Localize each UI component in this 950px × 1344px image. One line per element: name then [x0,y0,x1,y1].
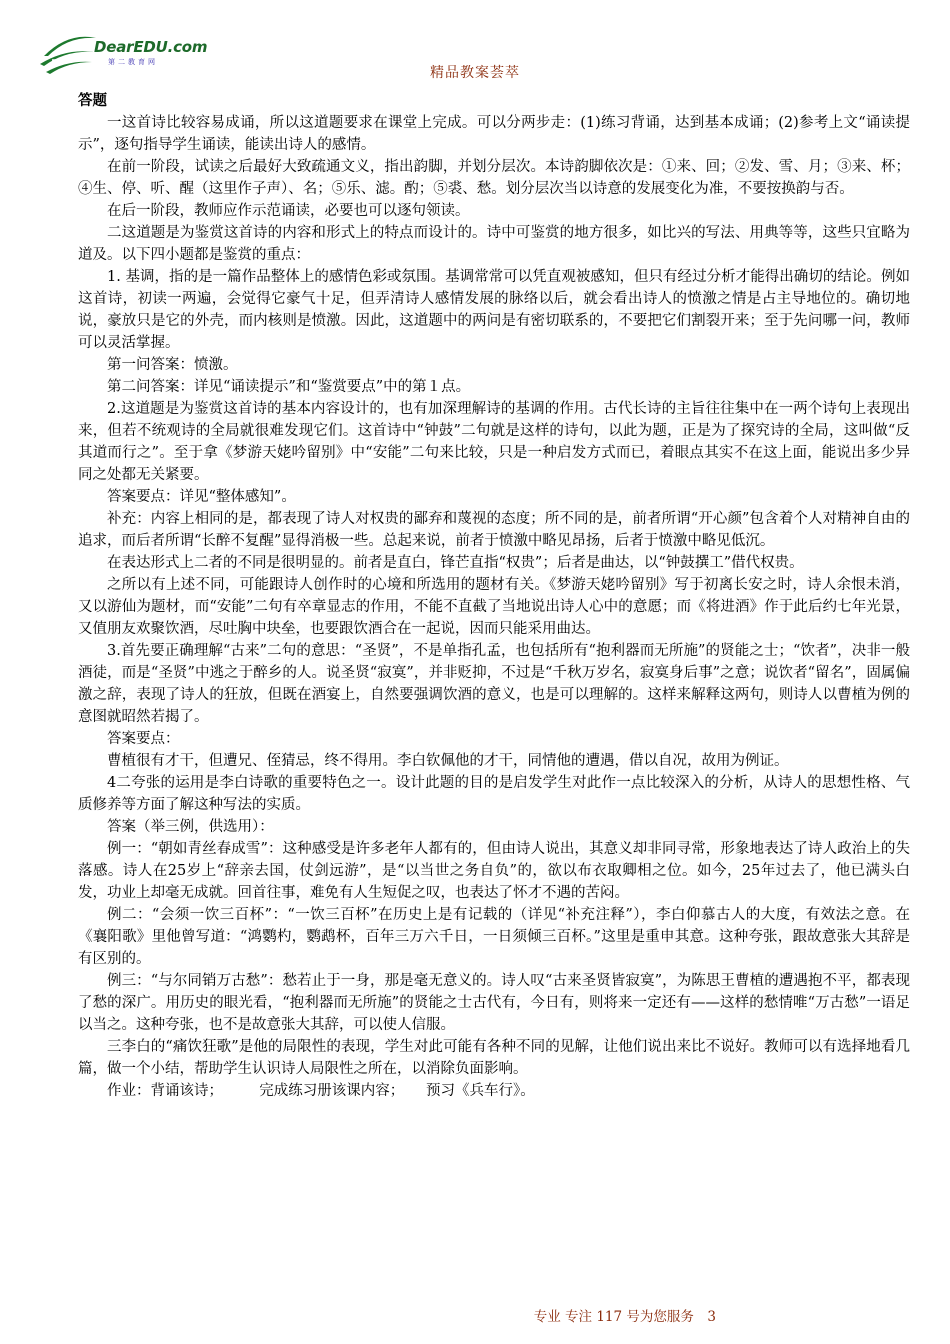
paragraph: 曹植很有才干，但遭兄、侄猜忌，终不得用。李白钦佩他的才干，同情他的遭遇，借以自况，故用为例证。 [107,753,789,769]
paragraph: 第一问答案：愤激。 [107,357,238,373]
paragraph: 例一：“朝如青丝春成雪”：这种感受是许多老年人都有的，但由诗人说出，其意义却非同寻常，形象地表达了诗人政治上的失落感。诗人在25岁上“辞亲去国，仗剑远游”，是“以当世之务自负”的，欲以布衣取卿相之位。如今，25年过去了，他已满头白发，功业上却毫无成就。回首往事，难免有人生短促之叹，也表达了怀才不遇的苦闷。 [78,841,910,901]
paragraph: 之所以有上述不同，可能跟诗人创作时的心境和所选用的题材有关。《梦游天姥吟留别》写于初离长安之时，诗人余恨未消，又以游仙为题材，而“安能”二句有卒章显志的作用，不能不直截了当地说出诗人心中的意愿；而《将进酒》作于此后约七年光景，又值朋友欢聚饮酒，尽吐胸中块垒，也要跟饮酒合在一起说，因而只能采用曲达。 [78,577,910,637]
paragraph: 2.这道题是为鉴赏这首诗的基本内容设计的，也有加深理解诗的基调的作用。古代长诗的主旨往往集中在一两个诗句上表现出来，但若不统观诗的全局就很难发现它们。这首诗中“钟鼓”二句就是这样的诗句，以此为题，正是为了探究诗的全局，这叫做“反其道而行之”。至于拿《梦游天姥吟留别》中“安能”二句来比较，只是一种启发方式而已，着眼点其实不在这上面，能说出多少异同之处都无关紧要。 [78,401,910,483]
paragraph: 第二问答案：详见“诵读提示”和“鉴赏要点”中的第１点。 [107,379,471,395]
logo-tagline: 第二教育网 [108,58,158,66]
paragraph: 补充：内容上相同的是，都表现了诗人对权贵的鄙弃和蔑视的态度；所不同的是，前者所谓“开心颜”包含着个人对精神自由的追求，而后者所谓“长醉不复醒”显得消极一些。总起来说，前者于愤激中略见昂扬，后者于愤激中略见低沉。 [78,511,910,549]
paragraph: 答案要点： [107,731,180,747]
paragraph: 4二夸张的运用是李白诗歌的重要特色之一。设计此题的目的是启发学生对此作一点比较深入的分析，从诗人的思想性格、气质修养等方面了解这种写法的实质。 [78,775,910,813]
paragraph: 答案（举三例，供选用）： [107,819,274,835]
document-body [78,90,910,1102]
paragraph: 例二：“会须一饮三百杯”：“一饮三百杯”在历史上是有记载的（详见“补充注释”），李白仰慕古人的大度，有效法之意。在《襄阳歌》里他曾写道：“鸿鹦杓，鹦鹉杯，百年三万六千日，一日须倾三百杯。”这里是重申其意。这种夸张，跟故意张大其辞是有区别的。 [78,907,910,967]
section-heading: 答题 [78,92,107,109]
paragraph: 在后一阶段，教师应作示范诵读，必要也可以逐句领读。 [107,203,470,219]
logo-brand-text: DearEDU.com [94,38,208,56]
paragraph: 在前一阶段，试读之后最好大致疏通文义，指出韵脚，并划分层次。本诗韵脚依次是：①来、回；②发、雪、月；③来、杯；④生、停、听、醒（这里作子声）、名；⑤乐、滤。酌；⑤裘、愁。划分层次当以诗意的发展变化为准，不要按换韵与否。 [78,159,910,197]
paragraph: 一这首诗比较容易成诵，所以这道题要求在课堂上完成。可以分两步走：(1)练习背诵，达到基本成诵；(2)参考上文“诵读提示”，逐句指导学生诵读，能读出诗人的感情。 [78,115,910,153]
paragraph: 1. 基调，指的是一篇作品整体上的感情色彩或氛围。基调常常可以凭直观被感知，但只有经过分析才能得出确切的结论。例如这首诗，初读一两遍，会觉得它豪气十足，但弄清诗人感情发展的脉络以后，就会看出诗人的愤激之情是占主导地位的。确切地说，豪放只是它的外壳，而内核则是愤激。因此，这道题中的两问是有密切联系的，不要把它们割裂开来；至于先问哪一问，教师可以灵活掌握。 [78,269,910,351]
paragraph: 二这道题是为鉴赏这首诗的内容和形式上的特点而设计的。诗中可鉴赏的地方很多，如比兴的写法、用典等等，这些只宜略为道及。以下四小题都是鉴赏的重点： [78,225,910,263]
paragraph: 例三：“与尔同销万古愁”：愁若止于一身，那是毫无意义的。诗人叹“古来圣贤皆寂寞”，为陈思王曹植的遭遇抱不平，都表现了愁的深广。用历史的眼光看，“抱利器而无所施”的贤能之士古代有，今日有，则将来一定还有——这样的愁情唯“万古愁”一语足以当之。这种夸张，也不是故意张大其辞，可以使人信服。 [78,973,910,1033]
homework-line: 作业：背诵该诗； 完成练习册该课内容； 预习《兵车行》。 [107,1083,535,1099]
page-header-title: 精品教案荟萃 [430,65,520,81]
paragraph: 在表达形式上二者的不同是很明显的。前者是直白，锋芒直指“权贵”；后者是曲达，以“钟鼓撰工”借代权贵。 [107,555,804,571]
paragraph: 3.首先要正确理解“古来”二句的意思：“圣贤”，不是单指孔孟，也包括所有“抱利器而无所施”的贤能之士；“饮者”，决非一般酒徒，而是“圣贤”中逃之于醉乡的人。说圣贤“寂寞”，并非贬抑，不过是“千秋万岁名，寂寞身后事”之意；说饮者“留名”，固属偏激之辞，表现了诗人的狂放，但既在酒宴上，自然要强调饮酒的意义，也是可以理解的。这样来解释这两句，则诗人以曹植为例的意图就昭然若揭了。 [78,643,910,725]
page-footer: 专业 专注 117 号为您服务 3 [533,1309,716,1325]
paragraph: 答案要点：详见“整体感知”。 [107,489,296,505]
paragraph: 三李白的“痛饮狂歌”是他的局限性的表现，学生对此可能有各种不同的见解，让他们说出来比不说好。教师可以有选择地看几篇，做一个小结，帮助学生认识诗人局限性之所在，以消除负面影响。 [78,1039,910,1077]
